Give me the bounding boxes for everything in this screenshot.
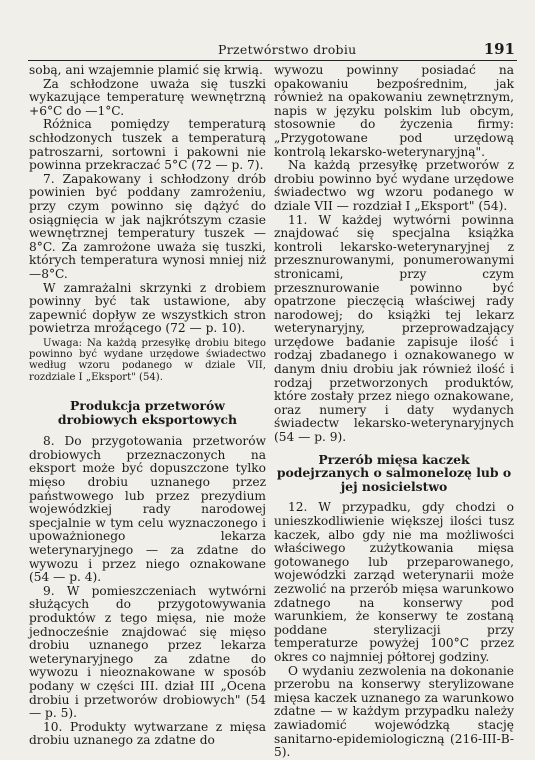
paragraph: Za schłodzone uważa się tuszki wykazujące temperaturę wewnętrzną +6°C do —1°C. (29, 76, 266, 118)
right-column (274, 64, 514, 760)
paragraph: wywozu powinny posiadać na opakowaniu bezpośrednim, jak również na opakowaniu zewnętrznym, napis w języku polskim lub obcym, stosownie do życzenia firmy: „Przygotowane pod urzędową kontrolą lekarsko-weterynaryjną". (274, 63, 514, 159)
paragraph-11: 11. W każdej wytwórni powinna znajdować się specjalna książka kontroli lekarsko-weterynaryjnej z przesznurowanymi, ponumerowanymi stronicami, przy czym przesznurowanie powinno być opatrzone pieczęcią właściwej rady narodowej; do książki tej lekarz weterynaryjny, przeprowadzający urzędowe badanie zapisuje ilość i rodzaj zbadanego i oznakowanego w danym dniu drobiu jak również ilość i rodzaj przetworzonych produktów, które zostały przez niego oznakowane, oraz numery i daty wydanych świadectw lekarsko-weterynaryjnych (54 — p. 9). (274, 212, 514, 445)
page-number: 191 (483, 40, 515, 58)
paragraph: O wydaniu zezwolenia na dokonanie przerobu na konserwy sterylizowane mięsa kaczek uznanego za warunkowo zdatne — w każdym przypadku należy zawiadomić wojewódzką stację sanitarno-epidemiologiczną (216-III-B-5). (274, 663, 514, 760)
paragraph: W zamrażalni skrzynki z drobiem powinny być tak ustawione, aby zapewnić dopływ ze wszystkich stron powietrza mroźącego (72 — p. 10). (29, 280, 266, 336)
paragraph: Różnica pomiędzy temperaturą schłodzonych tuszek a temperaturą patroszarni, sortowni i pakowni nie powinna przekraczać 5°C (72 — p. 7). (29, 117, 266, 173)
section-heading: Produkcja przetworów drobiowych eksportowych (57, 398, 238, 427)
note: Uwaga: Na każdą przesyłkę drobiu bitego powinno być wydane urzędowe świadectwo według wzoru podanego w dziale VII, rozdziale I „Eksport" (54). (29, 337, 266, 383)
section-heading: Przerób mięsa kaczek podejrzanych o salmonelozę lub o jej nosicielstwo (276, 451, 512, 494)
paragraph-12: 12. W przypadku, gdy chodzi o unieszkodliwienie większej ilości tusz kaczek, albo gdy nie ma możliwości właściwego zużytkowania mięsa gotowanego lub przeparowanego, wojewódzki zarząd weterynarii może zezwolić na przerób mięsa warunkowo zdatnego na konserwy pod warunkiem, że konserwy te zostaną poddane sterylizacji przy temperaturze powyżej 100°C przez okres co najmniej półtorej godziny. (274, 500, 514, 664)
running-title: Przetwórstwo drobiu (218, 42, 357, 57)
paragraph-7: 7. Zapakowany i schłodzony drób powinien być poddany zamrożeniu, przy czym powinno się dążyć do osiągnięcia w jak najkrótszym czasie wewnętrznej temperatury tuszek —8°C. Za zamrożone uważa się tuszki, których temperatura wynosi mniej niż —8°C. (29, 171, 266, 281)
paragraph: sobą, ani wzajemnie plamić się krwią. (29, 63, 263, 77)
left-column (29, 64, 266, 748)
paragraph-9: 9. W pomieszczeniach wytwórni służących do przygotowywania produktów z tego mięsa, nie może jednocześnie znajdować się mięso drobiu uznanego przez lekarza weterynaryjnego za zdatne do wywozu i nieoznakowane w sposób podany w części III. dział III „Ocena drobiu i przetworów drobiowych" (54 — p. 5). (29, 583, 266, 721)
paragraph: Na każdą przesyłkę przetworów z drobiu powinno być wydane urzędowe świadectwo wg wzoru podanego w dziale VII — rozdział I „Eksport" (54). (274, 158, 514, 213)
page-header (28, 40, 517, 61)
paragraph-10: 10. Produkty wytwarzane z mięsa drobiu uznanego za zdatne do (29, 719, 266, 748)
paragraph-8: 8. Do przygotowania przetworów drobiowych przeznaczonych na eksport może być dopuszczone tylko mięso drobiu uznanego przez państwowego lub przez prezydium wojewódzkiej rady narodowej specjalnie w tym celu wyznaczonego i upoważnionego lekarza weterynaryjnego — za zdatne do wywozu i przez niego oznakowane (54 — p. 4). (29, 434, 266, 585)
